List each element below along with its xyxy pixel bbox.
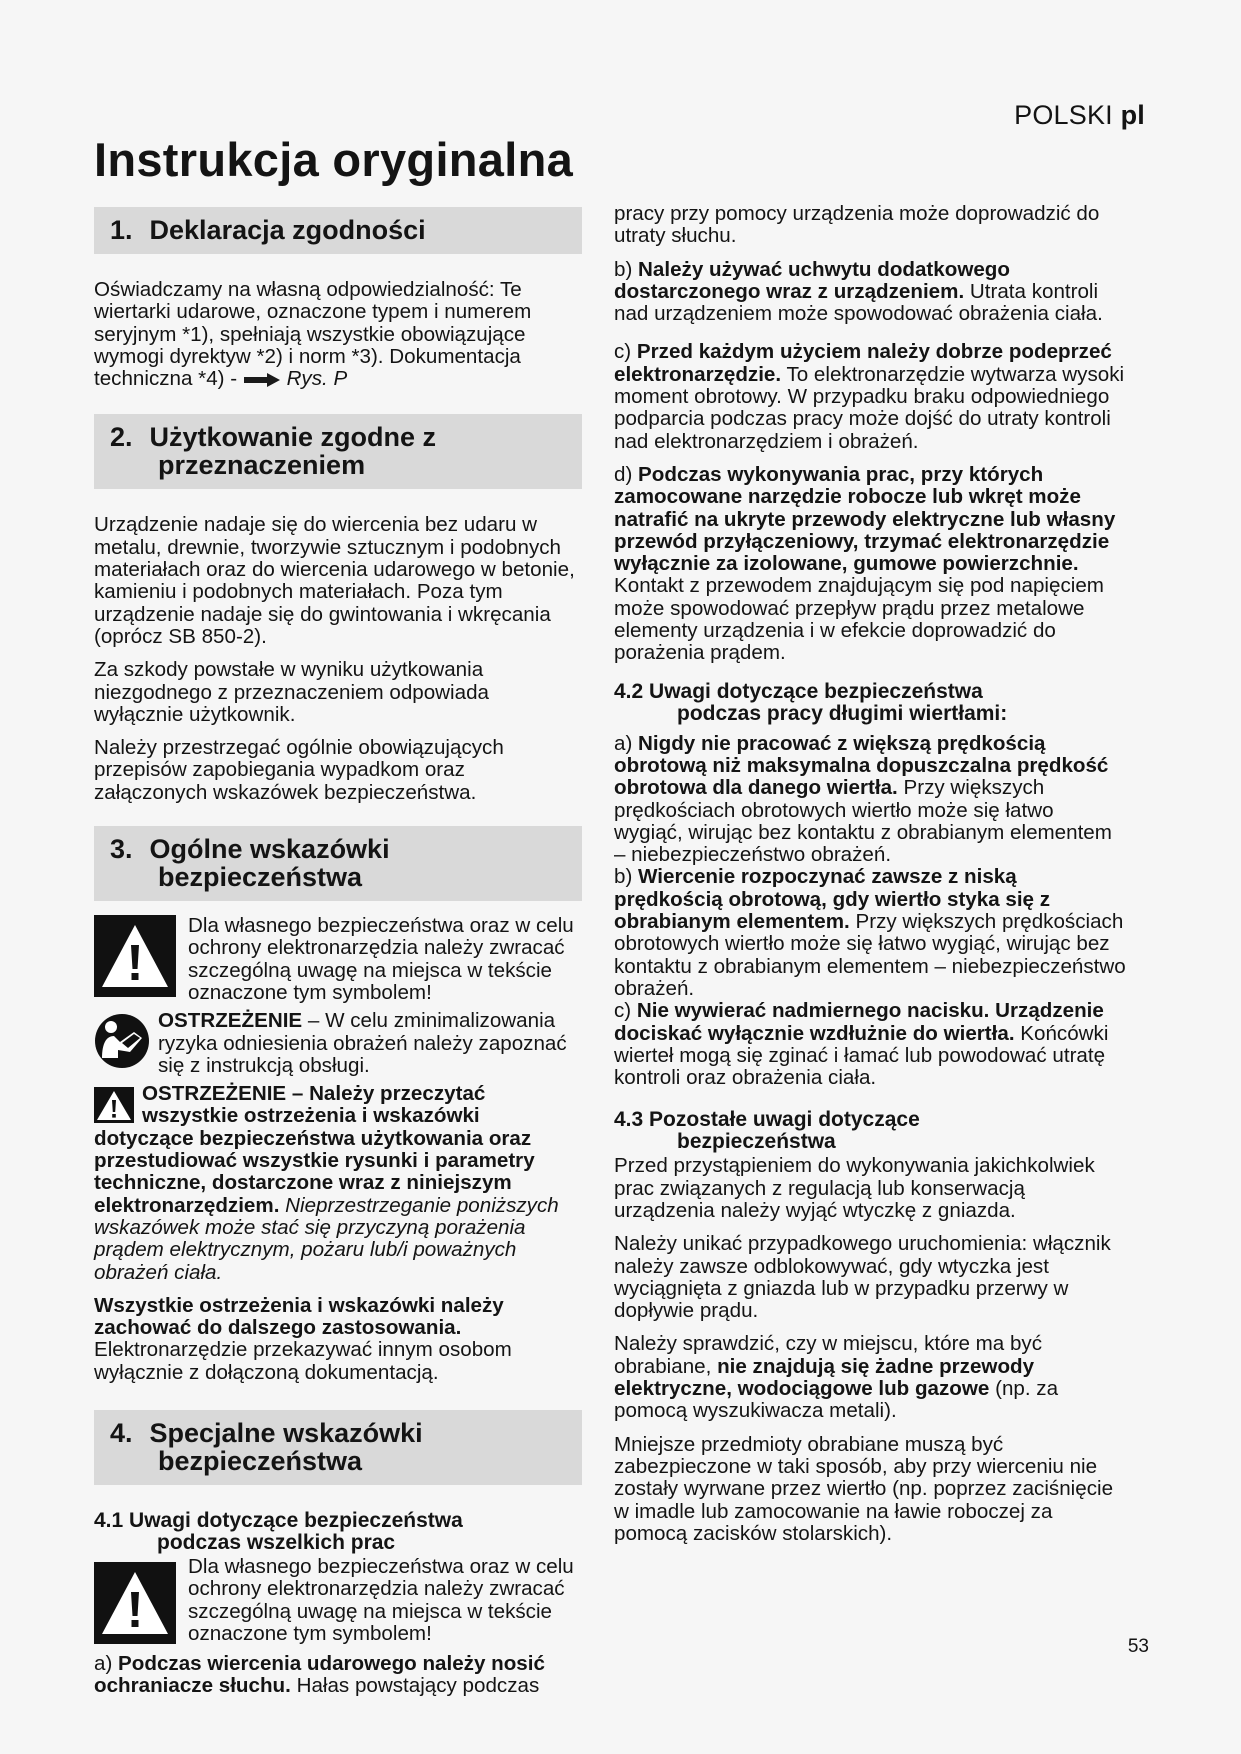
section-heading-2 [94,414,582,489]
subsection-title: 4.3 Pozostałe uwagi dotyczące [614,1108,920,1132]
low-speed-start-text: Przy większych prędkościach obrotowych wiertło może się łatwo wygiąć, wirując bez kontaktu z obrabianym elementem – niebezpieczeństwo obrażeń. [614,910,1126,1000]
item-label: d) [614,462,639,486]
read-manual-label: OSTRZEŻENIE [158,1009,303,1033]
low-speed-start-bold: Wiercenie rozpoczynać zawsze z niską prędkością obrotową, gdy wiertło styka się z obrabianym elementem. [614,865,1051,934]
section-title: Użytkowanie zgodne z [149,422,437,453]
hearing-protection-text: Hałas powstający podczas [290,1674,540,1698]
figure-reference: Rys. P [286,367,348,391]
support-tool-text: To elektronarzędzie wytwarza wysoki moment obrotowy. W przypadku braku odpowiedniego podparcia podczas pracy może dojść do utraty kontroli nad elektronarzędziem i obrażeń. [614,362,1125,453]
item-label: a) [614,731,639,755]
warning-symbol-block [94,915,582,1004]
subsection-title: 4.1 Uwagi dotyczące bezpieczeństwa [94,1508,463,1532]
warning-symbol-text: Dla własnego bezpieczeństwa oraz w celu ochrony elektronarzędzia należy zwracać szczególną uwagę na miejsca w tekście oznaczone tym symbolem! [188,1554,574,1645]
section-number: 1. [110,215,133,245]
warning-triangle-icon [94,1562,176,1644]
auxiliary-handle-text: Utrata kontroli nad urządzeniem może spowodować obrażenia ciała. [614,279,1103,326]
read-manual-block [94,1010,582,1077]
section-number: 3. [110,834,133,865]
section-number: 2. [110,422,133,453]
arrow-right-icon [243,372,281,388]
check-wires-paragraph [614,1333,1126,1422]
language-name: POLSKI [1014,100,1113,130]
hearing-protection-bold: Podczas wiercenia udarowego należy nosić ochraniacze słuchu. [94,1652,545,1698]
subsection-heading-4-3 [614,1109,1126,1153]
section-title-cont: bezpieczeństwa [158,1445,363,1476]
item-label: c) [614,999,637,1023]
warning-triangle-small-icon [94,1087,134,1123]
hidden-wires-text: Kontakt z przewodem znajdującym się pod napięciem może spowodować przepływ prądu przez metalowe elementy urządzenia i w efekcie doprowadzić do porażenia prądem. [614,574,1104,665]
warning-symbol-block-2 [94,1556,582,1645]
keep-instructions-bold: Wszystkie ostrzeżenia i wskazówki należy zachować do dalszego zastosowania. [94,1293,504,1340]
item-label: b) [614,257,639,281]
declaration-paragraph [94,279,582,390]
left-column [94,207,582,1709]
declaration-text: Oświadczamy na własną odpowiedzialność: Te wiertarki udarowe, oznaczone typem i numerem seryjnym *1), spełniają wszystkie obowiązujące wymogi dyrektyw *2) i norm *3). Dokumentacja techniczna *4) - [94,278,532,391]
pressure-bold: Nie wywierać nadmiernego nacisku. Urządzenie dociskać wyłącznie wzdłużnie do wiertła. [614,999,1104,1045]
section-title-cont: przeznaczeniem [158,450,366,481]
support-tool-bold: Przed każdym użyciem należy dobrze podeprzeć elektronarzędzie. [614,340,1112,386]
read-manual-icon [94,1012,150,1070]
secure-workpiece-paragraph: Mniejsze przedmioty obrabiane muszą być zabezpieczone w taki sposób, aby przy wierceniu nie zostały wyrwane przez wiertło (np. poprzez zaciśnięcie w imadle lub zamocowanie na ławie roboczej za pomocą zacisków stolarskich). [614,1432,1114,1545]
pressure-text: Końcówki wierteł mogą się zginać i łamać lub powodować utratę kontroli oraz obrażenia ciała. [614,1021,1109,1090]
item-label: c) [614,340,637,364]
subsection-heading-4-1 [94,1510,582,1554]
section-heading-4 [94,1410,582,1485]
language-label [1014,100,1145,131]
max-speed-text: Przy większych prędkościach obrotowych wiertło może się łatwo wygiąć, wirując bez kontaktu z obrabianym elementem – niebezpieczeństwo obrażeń. [614,776,1112,867]
hearing-protection-cont: pracy przy pomocy urządzenia może doprowadzić do utraty słuchu. [614,202,1100,248]
general-warning-italic: Nieprzestrzeganie poniższych wskazówek może stać się przyczyną porażenia prądem elektrycznym, pożaru lub/i poważnych obrażeń ciała. [94,1193,559,1284]
check-wires-text: Należy sprawdzić, czy w miejscu, które ma być obrabiane, [614,1332,1043,1378]
section-title-cont: bezpieczeństwa [158,862,363,893]
read-manual-body: – W celu zminimalizowania ryzyka odniesienia obrażeń należy zapoznać się z instrukcją obsługi. [158,1009,567,1077]
general-warning-paragraph [94,1083,582,1284]
low-speed-start-paragraph [614,866,1126,1000]
liability-paragraph: Za szkody powstałe w wyniku użytkowania niezgodnego z przeznaczeniem odpowiada wyłącznie użytkownik. [94,658,489,726]
check-wires-bold: nie znajdują się żadne przewody elektryczne, wodociągowe lub gazowe [614,1354,1035,1401]
keep-instructions-text: Elektronarzędzie przekazywać innym osobom wyłącznie z dołączoną dokumentacją. [94,1338,512,1384]
section-heading-1 [94,207,582,254]
section-number: 4. [110,1417,133,1448]
accident-prevention-paragraph: Należy przestrzegać ogólnie obowiązujących przepisów zapobiegania wypadkom oraz załączonych wskazówek bezpieczeństwa. [94,736,504,804]
intended-use-paragraph: Urządzenie nadaje się do wiercenia bez udaru w metalu, drewnie, tworzywie sztucznym i podobnych materiałach oraz do wiercenia udarowego w betonie, kamieniu i podobnych materiałach. Poza tym urządzenie nadaje się do gwintowania i wkręcania (oprócz SB 850-2). [94,513,575,648]
check-wires-text-end: (np. za pomocą wyszukiwacza metali). [614,1377,1059,1423]
page-title: Instrukcja oryginalna [94,133,574,186]
max-speed-paragraph [614,733,1126,867]
hidden-wires-bold: Podczas wykonywania prac, przy których zamocowane narzędzie robocze lub wkręt może natrafić na ukryte przewody elektryczne lub własny przewód przyłączeniowy, trzymać elektronarzędzie wyłącznie za izolowane, gumowe powierzchnie. [614,462,1116,576]
subsection-title-cont: podczas pracy długimi wiertłami: [677,701,1008,725]
subsection-title: 4.2 Uwagi dotyczące bezpieczeństwa [614,679,983,703]
section-title: Deklaracja zgodności [149,215,426,245]
pressure-paragraph [614,1000,1126,1089]
warning-symbol-text: Dla własnego bezpieczeństwa oraz w celu ochrony elektronarzędzia należy zwracać szczególną uwagę na miejsca w tekście oznaczone tym symbolem! [188,914,574,1004]
warning-triangle-icon [94,915,176,997]
support-tool-paragraph [614,341,1126,452]
section-heading-3 [94,826,582,901]
item-label: a) [94,1652,119,1676]
subsection-title-cont: bezpieczeństwa [677,1130,836,1154]
auxiliary-handle-bold: Należy używać uchwytu dodatkowego dostarczonego wraz z urządzeniem. [614,257,1010,303]
section-title: Specjalne wskazówki [149,1417,423,1448]
language-code: pl [1120,100,1145,130]
right-column [614,203,1126,1556]
subsection-title-cont: podczas wszelkich prac [157,1530,396,1554]
hidden-wires-paragraph [614,464,1126,665]
section-title: Ogólne wskazówki [149,834,390,865]
subsection-heading-4-2 [614,681,1126,725]
item-label: b) [614,865,639,889]
page-number: 53 [1127,1636,1149,1657]
hearing-protection-paragraph [94,1653,582,1698]
unplug-paragraph: Przed przystąpieniem do wykonywania jakichkolwiek prac związanych z regulacją lub konserwacją urządzenia należy wyjąć wtyczkę z gniazda. [614,1154,1095,1222]
auxiliary-handle-paragraph [614,259,1126,326]
keep-instructions-paragraph [94,1295,582,1384]
accidental-start-paragraph: Należy unikać przypadkowego uruchomienia: włącznik należy zawsze odblokowywać, gdy wtyczka jest wyciągnięta z gniazda lub w przypadku przerwy w dopływie prądu. [614,1232,1111,1323]
max-speed-bold: Nigdy nie pracować z większą prędkością obrotową niż maksymalna dopuszczalna prędkość obrotowa dla danego wiertła. [614,731,1109,800]
general-warning-bold: OSTRZEŻENIE – Należy przeczytać wszystkie ostrzeżenia i wskazówki dotyczące bezpieczeństwa użytkowania oraz przestudiować wszystkie rysunki i parametry techniczne, dostarczone wraz z niniejszym elektronarzędziem. [94,1082,535,1217]
read-manual-text [158,1010,582,1077]
